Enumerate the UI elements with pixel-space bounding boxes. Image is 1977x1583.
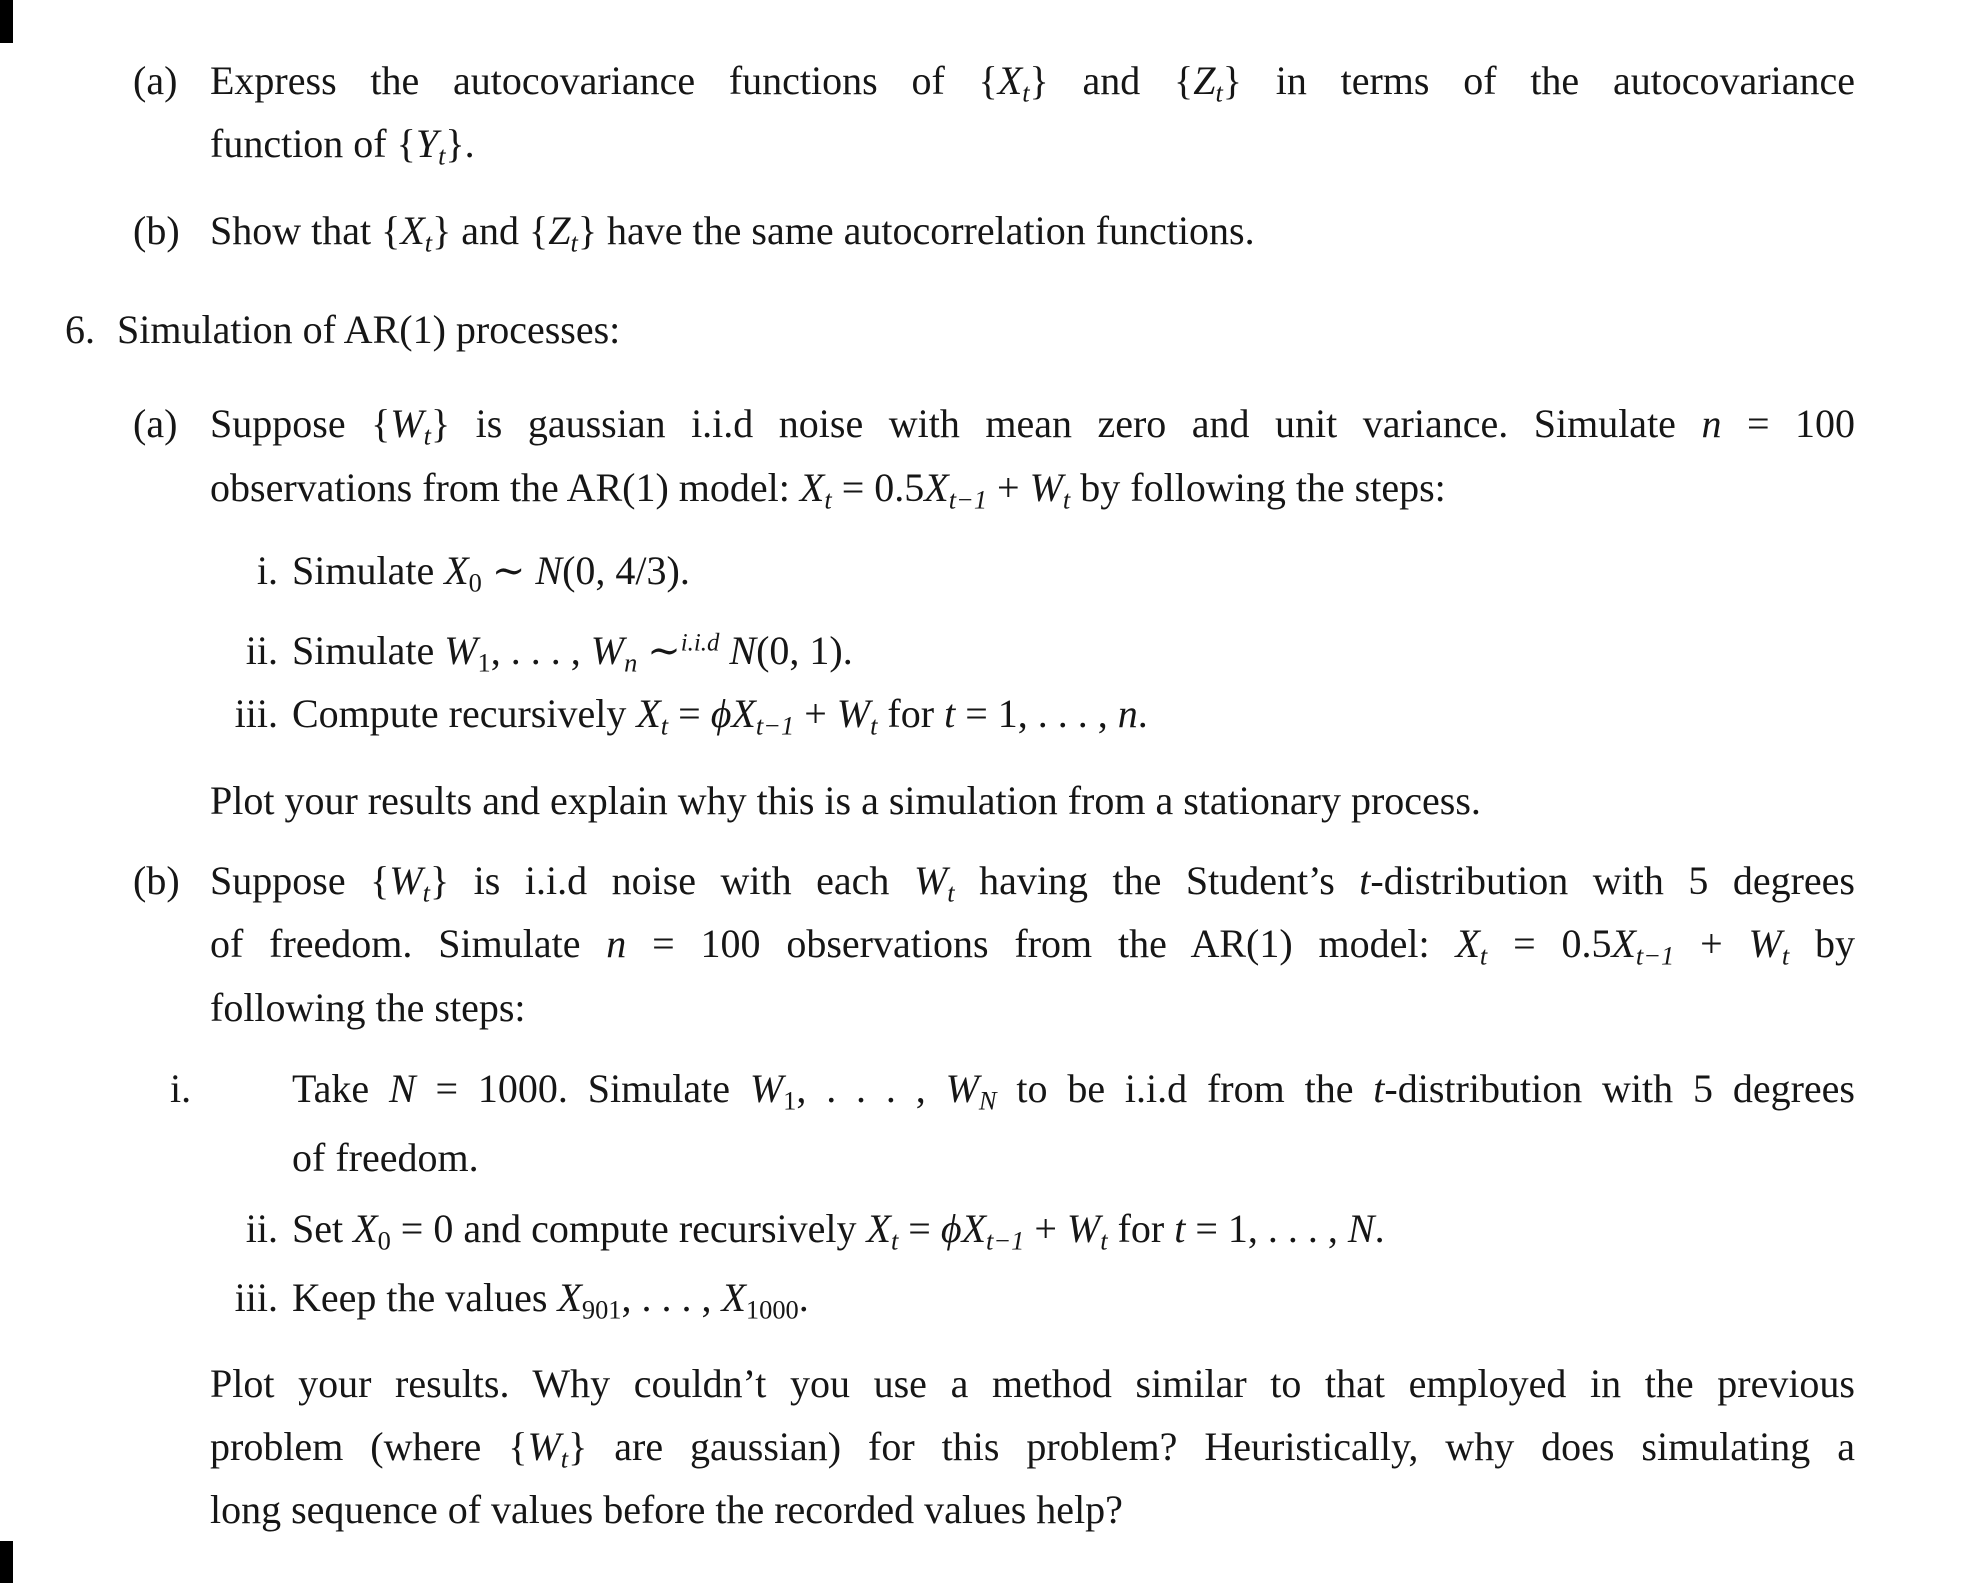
p6b-line-2 (210, 918, 1855, 970)
text-segment: t−1 (755, 710, 795, 741)
p6b-step-i-text-1 (292, 1066, 1855, 1116)
text-segment: t (570, 227, 578, 258)
text-segment: 1 (783, 1085, 797, 1116)
text-segment: t (944, 691, 956, 736)
p6b-closing-text-2 (210, 1424, 1855, 1474)
text-segment: X (866, 1206, 891, 1251)
text-segment: , . . . , (621, 1275, 722, 1320)
text-segment: = 100 (1721, 401, 1855, 446)
text-segment: + (987, 465, 1030, 510)
p6b-closing-line-3 (210, 1484, 1123, 1536)
text-segment: W (444, 627, 478, 673)
p6b-closing-text-3 (210, 1487, 1123, 1532)
text-segment: t (947, 877, 955, 908)
p6b-step-iii (170, 1272, 809, 1324)
text-segment: Simulate (292, 548, 445, 593)
text-segment: }. (445, 121, 475, 166)
problem6-heading (65, 304, 620, 356)
item-b-label: (b) (133, 208, 180, 253)
text-segment: Z (1193, 58, 1216, 103)
text-segment: ∼ (637, 627, 681, 673)
text-segment: X (924, 465, 949, 510)
text-segment: t (560, 1443, 569, 1474)
text-segment: } is i.i.d noise with each (429, 858, 914, 903)
text-segment: for (877, 691, 945, 736)
text-segment: Z (548, 208, 571, 253)
item-b-text (210, 208, 1255, 258)
text-segment: t (660, 710, 669, 741)
p6b-step-i-line-2 (292, 1132, 479, 1184)
text-segment: t (1174, 1206, 1186, 1251)
text-segment: t (1062, 484, 1071, 515)
text-segment: W (945, 1066, 979, 1111)
text-segment: } in terms of the autocovariance (1222, 58, 1856, 103)
text-segment: Suppose { (210, 401, 391, 446)
text-segment: + (1024, 1206, 1067, 1251)
p6a-text-2 (210, 465, 1446, 515)
p6b-step-ii-text (292, 1206, 1385, 1256)
p6a-step-i-text (292, 548, 690, 598)
item-a-text-1 (210, 58, 1856, 108)
text-segment: t (1022, 77, 1030, 108)
p6b-closing-text-1 (210, 1361, 1855, 1406)
item-a-line-1 (133, 55, 1855, 107)
text-segment: } have the same autocorrelation functions. (577, 208, 1255, 253)
text-segment: 0 (468, 567, 482, 598)
text-segment: Set (292, 1206, 354, 1251)
text-segment: t (824, 484, 832, 515)
text-segment: n (1117, 691, 1138, 736)
text-segment: X (799, 465, 825, 510)
p6a-label: (a) (133, 401, 178, 446)
text-segment: t (1215, 77, 1223, 108)
p6b-text-1 (210, 858, 1855, 908)
text-segment: observations from the AR(1) model: (210, 465, 800, 510)
p6b-step-i-label: i. (170, 1066, 192, 1111)
p6b-text-2 (210, 921, 1855, 971)
p6b-step-iii-label: iii. (234, 1275, 278, 1320)
p6a-step-iii-text (292, 691, 1148, 741)
text-segment: } and { (432, 208, 549, 253)
text-segment: = 1, . . . , (955, 691, 1118, 736)
p6a-closing-line (210, 775, 1481, 827)
p6b-closing-line-1 (210, 1358, 1855, 1410)
text-segment: n (606, 921, 627, 966)
text-segment: = 1, . . . , (1185, 1206, 1348, 1251)
text-segment: of freedom. Simulate (210, 921, 607, 966)
text-segment: + (1674, 921, 1749, 966)
text-segment: t−1 (948, 484, 988, 515)
text-segment: n (1701, 401, 1722, 446)
text-segment: = (898, 1206, 941, 1251)
text-segment: 1000 (745, 1294, 799, 1325)
text-segment: } and { (1029, 58, 1194, 103)
text-segment: ϕX (710, 691, 756, 736)
text-segment: . (1374, 1206, 1385, 1251)
p6a-step-ii-text (292, 627, 853, 678)
text-segment: t (1781, 940, 1790, 971)
text-segment: (0, 1). (756, 627, 853, 673)
p6b-step-i-text-2 (292, 1135, 479, 1180)
text-segment: i.i.d (680, 629, 720, 656)
text-segment: W (390, 401, 424, 446)
text-segment: t (1373, 1066, 1385, 1111)
text-segment: (0, 4/3). (562, 548, 690, 593)
text-segment: N (729, 627, 757, 673)
item-b-line (133, 205, 1255, 257)
text-segment: t (422, 877, 430, 908)
text-segment: W (527, 1424, 561, 1469)
text-segment: by following the steps: (1070, 465, 1446, 510)
text-segment: , . . . , (490, 627, 591, 673)
text-segment: t (890, 1225, 899, 1256)
text-segment: problem (where { (210, 1424, 528, 1469)
text-segment: . (798, 1275, 809, 1320)
text-segment: X (721, 1275, 746, 1320)
text-segment: Y (415, 121, 439, 166)
text-segment: t−1 (986, 1225, 1025, 1256)
p6a-step-i (170, 545, 690, 597)
text-segment: Show that { (210, 208, 401, 253)
text-segment: W (749, 1066, 784, 1111)
text-segment: X (636, 691, 661, 736)
item-a-text-2 (210, 121, 475, 171)
text-segment: following the steps: (210, 985, 526, 1030)
p6b-text-3 (210, 985, 526, 1030)
p6a-closing-text (210, 778, 1481, 823)
text-segment: X (1455, 921, 1480, 966)
p6b-line-1 (133, 855, 1855, 907)
p6b-step-ii (170, 1203, 1385, 1255)
problem6-title (117, 307, 620, 352)
text-segment: t (424, 227, 433, 258)
text-segment: 1 (477, 647, 491, 678)
text-segment: to be i.i.d from the (996, 1066, 1374, 1111)
text-segment: t (1359, 858, 1371, 903)
text-segment: + (794, 691, 837, 736)
text-segment (719, 628, 729, 673)
text-segment: N (1347, 1206, 1375, 1251)
text-segment: N (978, 1085, 997, 1116)
text-segment: Compute recursively (292, 691, 637, 736)
text-segment: W (590, 627, 625, 673)
item-a-label: (a) (133, 58, 178, 103)
p6a-step-iii (170, 688, 1148, 740)
scan-mark-bottom-left (0, 1541, 13, 1583)
text-segment: t (423, 420, 431, 451)
text-segment: W (1029, 465, 1063, 510)
text-segment: X (1611, 921, 1636, 966)
text-segment: X (400, 208, 425, 253)
text-segment: long sequence of values before the recorded values help? (210, 1487, 1123, 1532)
text-segment: ϕX (940, 1206, 986, 1251)
text-segment: t (1479, 940, 1488, 971)
text-segment: Simulation of AR(1) processes: (117, 307, 621, 352)
text-segment: } is gaussian i.i.d noise with mean zero and unit variance. Simulate (430, 401, 1702, 446)
text-segment: W (1748, 921, 1782, 966)
text-segment: = 0 and compute recursively (390, 1206, 867, 1251)
p6b-step-i-line-1 (170, 1063, 1855, 1115)
text-segment: -distribution with 5 degrees (1384, 1066, 1855, 1111)
p6a-step-iii-label: iii. (234, 691, 278, 736)
text-segment: for (1107, 1206, 1175, 1251)
text-segment: Express the autocovariance functions of { (210, 58, 998, 103)
item-a-line-2 (210, 118, 475, 170)
text-segment: Plot your results. Why couldn’t you use a method similar to that employed in the previous (210, 1361, 1855, 1406)
text-segment: Take (292, 1066, 389, 1111)
text-segment: by (1789, 921, 1855, 966)
p6a-line-2 (210, 462, 1446, 514)
p6b-step-iii-text (292, 1275, 809, 1325)
p6b-step-ii-label: ii. (245, 1206, 278, 1251)
p6a-step-i-label: i. (256, 548, 278, 593)
text-segment: X (353, 1206, 378, 1251)
text-segment: W (913, 858, 948, 903)
text-segment: . (1137, 691, 1148, 736)
text-segment: Plot your results and explain why this is a simulation from a stationary process. (210, 778, 1481, 823)
p6b-closing-line-2 (210, 1421, 1855, 1473)
p6b-line-3 (210, 982, 526, 1034)
text-segment: W (1066, 1206, 1101, 1251)
text-segment: t (438, 140, 446, 171)
text-segment: , . . . , (796, 1066, 946, 1111)
p6a-step-ii-label: ii. (245, 627, 278, 673)
p6a-text-1 (210, 401, 1855, 451)
text-segment: 901 (581, 1294, 622, 1325)
text-segment: = 0.5 (831, 465, 925, 510)
text-segment: W (836, 691, 871, 736)
text-segment: -distribution with 5 degrees (1370, 858, 1855, 903)
text-segment: = (668, 691, 711, 736)
p6a-step-ii (170, 617, 853, 678)
text-segment: having the Student’s (954, 858, 1360, 903)
text-segment: function of { (210, 121, 416, 166)
p6a-line-1 (133, 398, 1855, 450)
text-segment: N (389, 1066, 416, 1111)
scan-mark-top-left (0, 0, 13, 43)
text-segment: = 0.5 (1487, 921, 1612, 966)
text-segment: W (389, 858, 423, 903)
text-segment: t−1 (1635, 940, 1675, 971)
p6b-label: (b) (133, 858, 180, 903)
text-segment: = 100 observations from the AR(1) model: (626, 921, 1456, 966)
text-segment: ∼ (481, 548, 536, 593)
text-segment: 0 (377, 1225, 391, 1256)
text-segment: X (444, 548, 469, 593)
text-segment: X (997, 58, 1023, 103)
text-segment: Keep the values (292, 1275, 558, 1320)
text-segment: N (535, 548, 563, 593)
problem6-number: 6. (65, 307, 95, 352)
text-segment: X (557, 1275, 582, 1320)
text-segment: Suppose { (210, 858, 390, 903)
text-segment: t (1100, 1225, 1108, 1256)
text-segment: Simulate (292, 627, 445, 673)
text-segment: = 1000. Simulate (415, 1066, 750, 1111)
text-segment: } are gaussian) for this problem? Heuristically, why does simulating a (568, 1424, 1855, 1469)
text-segment: t (870, 710, 878, 741)
text-segment: n (624, 647, 638, 678)
text-segment: of freedom. (292, 1135, 479, 1180)
